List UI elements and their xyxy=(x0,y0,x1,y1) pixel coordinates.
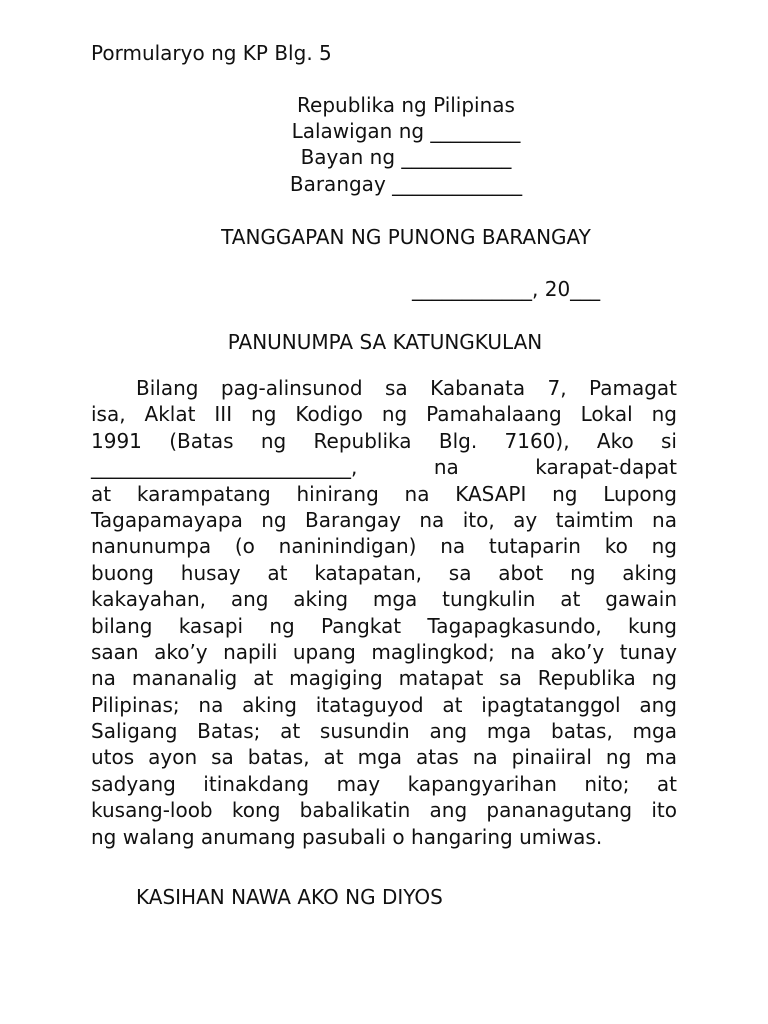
body-line: buong husay at katapatan, sa abot ng aking xyxy=(91,560,677,585)
body-line: na mananalig at magiging matapat sa Republika ng xyxy=(91,666,677,691)
closing-line: KASIHAN NAWA AKO NG DIYOS xyxy=(136,885,443,909)
barangay-line: Barangay _____________ xyxy=(289,172,523,196)
date-line: ____________, 20___ xyxy=(412,277,601,301)
form-number: Pormularyo ng KP Blg. 5 xyxy=(91,41,332,65)
province-line: Lalawigan ng _________ xyxy=(291,119,521,143)
body-line: 1991 (Batas ng Republika Blg. 7160), Ako si xyxy=(91,428,677,453)
body-line: isa, Aklat III ng Kodigo ng Pamahalaang Lokal ng xyxy=(91,402,677,427)
body-line: Pilipinas; na aking itataguyod at ipagtatanggol ang xyxy=(91,692,677,717)
body-line: __________________________, na karapat-dapat xyxy=(91,455,677,480)
republic-heading: Republika ng Pilipinas xyxy=(297,93,515,117)
body-line: sadyang itinakdang may kapangyarihan nito; at xyxy=(91,771,677,796)
body-line: utos ayon sa batas, at mga atas na pinaiiral ng ma xyxy=(91,745,677,770)
body-line: Bilang pag-alinsunod sa Kabanata 7, Pamagat xyxy=(136,376,677,400)
body-line: at karampatang hinirang na KASAPI ng Lupong xyxy=(91,481,677,506)
body-line: saan ako’y napili upang maglingkod; na ako’y tunay xyxy=(91,639,677,664)
body-line: kusang-loob kong babalikatin ang pananagutang ito xyxy=(91,798,677,823)
oath-body xyxy=(91,375,677,850)
body-line: Tagapamayapa ng Barangay na ito, ay taimtim na xyxy=(91,507,677,532)
body-line: bilang kasapi ng Pangkat Tagapagkasundo, kung xyxy=(91,613,677,638)
body-line: kakayahan, ang aking mga tungkulin at gawain xyxy=(91,587,677,612)
office-heading: TANGGAPAN NG PUNONG BARANGAY xyxy=(221,225,591,249)
oath-title: PANUNUMPA SA KATUNGKULAN xyxy=(227,330,543,354)
body-line: nanunumpa (o naninindigan) na tutaparin ko ng xyxy=(91,534,677,559)
town-line: Bayan ng ___________ xyxy=(300,145,512,169)
body-line: Saligang Batas; at susundin ang mga batas, mga xyxy=(91,719,677,744)
body-line: ng walang anumang pasubali o hangaring umiwas. xyxy=(91,824,603,849)
